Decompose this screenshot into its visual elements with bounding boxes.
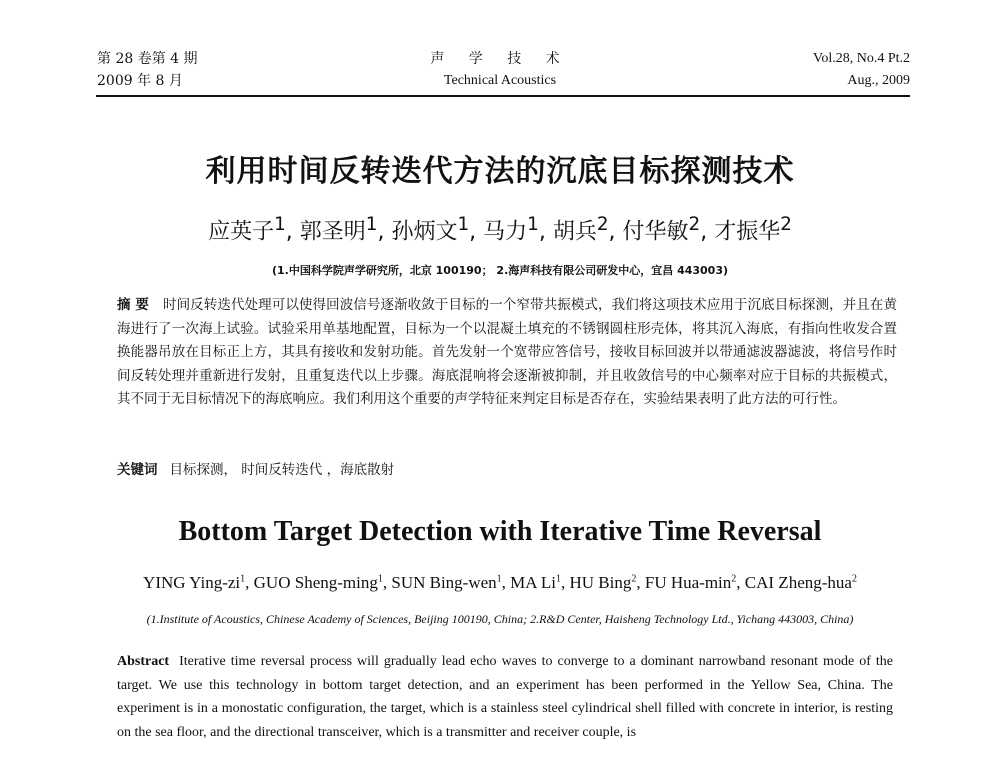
keywords-cn <box>117 458 897 478</box>
abstract-en-text: Iterative time reversal process will gradually lead echo waves to converge to a dominant narrowband resonant mode of the target. We use this technology in bottom target detection, and an experiment has been performed in the Yellow Sea, China. The experiment is in a monostatic configuration, the target, which is a stainless steel cylindrical shell filled with concrete in interior, is resting on the sea floor, and the directional transceiver, which is a transmitter and receiver couple, is <box>117 654 893 740</box>
abstract-en-label: Abstract <box>117 654 170 669</box>
author-en: YING Ying-zi <box>143 573 241 592</box>
issue-volume: 第 28 卷第 4 期 <box>97 51 198 67</box>
issue-date-cn: 2009 年 8 月 <box>97 73 183 89</box>
authors-cn: 应英子$^1$, 郭圣明$^1$, 孙炳文$^1$, 马力$^1$, 胡兵$^2$, 付华敏$^2$, 才振华$^2$ <box>208 214 792 245</box>
author-affiliation-mark: 1 <box>274 214 286 235</box>
author-en: HU Bing <box>569 573 632 592</box>
author-en: GUO Sheng-ming <box>253 573 378 592</box>
author-en: FU Hua-min <box>644 573 732 592</box>
author-affiliation-mark: 1 <box>555 573 561 585</box>
author-affiliation-mark: 2 <box>851 573 857 585</box>
journal-volume-info <box>813 48 910 92</box>
keywords-cn-text: 目标探测， 时间反转迭代 ，海底散射 <box>169 462 395 478</box>
author-en: CAI Zheng-hua <box>744 573 852 592</box>
author-en: MA Li <box>510 573 556 592</box>
abstract-cn-text: 时间反转迭代处理可以使得回波信号逐渐收敛于目标的一个窄带共振模式，我们将这项技术应用于沉底目标探测，并且在黄海进行了一次海上试验。试验采用单基地配置，目标为一个以混凝土填充的不锈钢圆柱形壳体，将其沉入海底，有指向性收发合置换能器吊放在目标正上方，其具有接收和发射功能。首先发射一个宽带应答信号，接收目标回波并以带通滤波器滤波，将信号作时间反转处理并重新进行发射，且重复迭代以上步骤。海底混响将会逐渐被抑制，并且收敛信号的中心频率对应于目标的共振模式，其不同于无目标情况下的海底响应。我们利用这个重要的声学特征来判定目标是否存在，实验结果表明了此方法的可行性。 <box>117 297 897 407</box>
author-affiliation-mark: 2 <box>631 573 637 585</box>
header-rule <box>96 95 910 97</box>
author-affiliation-mark: 1 <box>377 573 383 585</box>
author-affiliation-mark: 2 <box>731 573 737 585</box>
abstract-cn-label: 摘 要 <box>117 297 149 313</box>
author-cn: 孙炳文 <box>391 219 458 245</box>
author-affiliation-mark: 2 <box>688 214 701 235</box>
journal-name-cn: 声 学 技 术 <box>430 51 570 67</box>
author-affiliation-mark: 2 <box>596 214 609 235</box>
author-affiliation-mark: 1 <box>240 573 246 585</box>
abstract-en <box>117 650 893 744</box>
affiliation-en: (1.Institute of Acoustics, Chinese Academy of Sciences, Beijing 100190, China; 2.R&D Center, Haisheng Technology Ltd., Yichang 443003, China) <box>146 612 854 626</box>
abstract-cn <box>117 294 897 412</box>
author-en: SUN Bing-wen <box>391 573 497 592</box>
author-affiliation-mark: 1 <box>527 214 539 235</box>
author-affiliation-mark: 1 <box>457 214 470 235</box>
author-cn: 郭圣明 <box>299 219 366 245</box>
author-cn: 应英子 <box>208 219 275 245</box>
keywords-cn-label: 关键词 <box>117 462 158 478</box>
author-cn: 马力 <box>483 219 528 245</box>
issue-date-en: Aug., 2009 <box>847 73 910 88</box>
author-affiliation-mark: 2 <box>780 214 792 235</box>
author-cn: 胡兵 <box>552 219 597 245</box>
authors-en: YING Ying-$zi^1$, GUO Sheng-ming$^1$, SUN Bing-wen$^1$, MA Li$^1$, HU Bing$^2$, FU Hua-$\min^2$, CAI Zheng-hua$^2$ <box>143 573 857 592</box>
author-affiliation-mark: 1 <box>365 214 378 235</box>
title-en: Bottom Target Detection with Iterative Time Reversal <box>178 516 822 547</box>
author-affiliation-mark: 1 <box>496 573 502 585</box>
title-cn: 利用时间反转迭代方法的沉底目标探测技术 <box>205 154 795 189</box>
author-cn: 付华敏 <box>622 219 689 245</box>
journal-name-en: Technical Acoustics <box>443 73 557 88</box>
affiliation-cn: (1.中国科学院声学研究所，北京 100190； 2.海声科技有限公司研发中心，宜昌 443003) <box>271 264 729 277</box>
author-cn: 才振华 <box>714 219 781 245</box>
volume-number: Vol.28, No.4 Pt.2 <box>813 51 910 66</box>
